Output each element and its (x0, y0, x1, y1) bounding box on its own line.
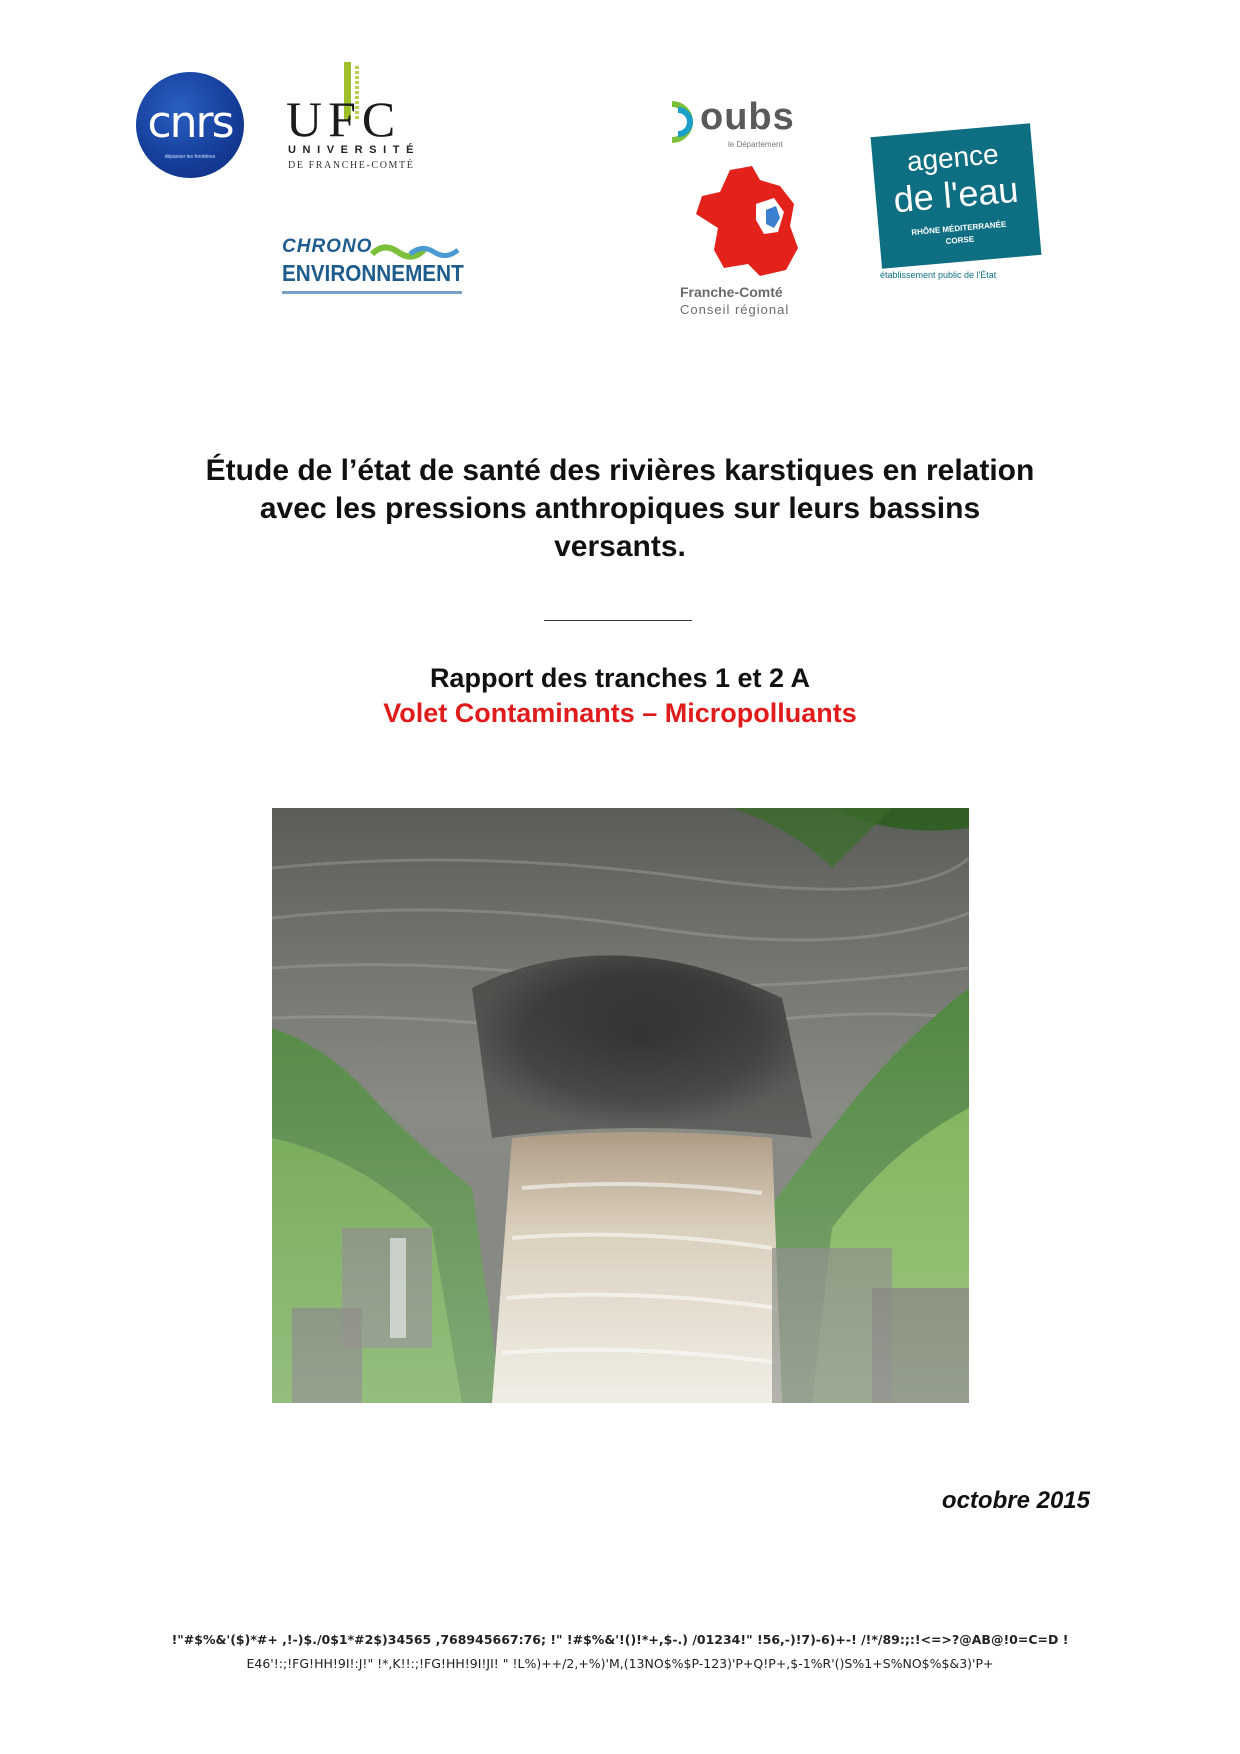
ufc-logo-letters: UFC (286, 91, 402, 147)
agence-eau-logo (868, 120, 1064, 288)
ufc-logo-region: DE FRANCHE-COMTÉ (288, 160, 415, 171)
title-line: avec les pressions anthropiques sur leurs bassins (259, 492, 981, 525)
franche-comte-subtitle: Conseil régional (680, 302, 790, 317)
chrono-environnement-logo (282, 236, 462, 300)
report-subtitle-red: Volet Contaminants – Micropolluants (383, 698, 857, 728)
doubs-logo-subtitle: le Département (728, 140, 783, 149)
agence-eau-line4: CORSE (945, 234, 975, 247)
ufc-logo (284, 60, 434, 176)
wave-icon (370, 240, 460, 260)
france-map-icon (690, 164, 800, 280)
doubs-logo (668, 96, 808, 152)
agence-eau-line1: agence (905, 138, 1000, 178)
waterfall-cave-image (272, 808, 969, 1403)
agence-eau-line3: RHÔNE MÉDITERRANÉE (911, 219, 1007, 238)
doubs-logo-text: oubs (700, 96, 795, 138)
cnrs-logo-text: cnrs (147, 96, 233, 148)
footer-encoded-line-2: E46'!:;!FG!HH!9I!:J!" !*,K!!:;!FG!HH!9I!JI! " !L%)++/2,+%)'M,(13NO$%$P-123)'P+Q!P+,$-1%R'()S%1+S%NO$%$&3)'P+ (246, 1656, 994, 1671)
document-title (120, 452, 1120, 566)
cnrs-logo-tagline: dépasser les frontières (164, 154, 216, 160)
cnrs-logo (136, 72, 244, 178)
agence-eau-line2: de l'eau (891, 168, 1020, 221)
document-date: octobre 2015 (941, 1487, 1090, 1514)
franche-comte-logo (676, 164, 816, 320)
chrono-logo-bottom: ENVIRONNEMENT (282, 260, 464, 286)
divider (544, 620, 692, 621)
franche-comte-name: Franche-Comté (680, 284, 783, 300)
agence-eau-footer: établissement public de l'État (880, 270, 997, 280)
title-line: versants. (554, 530, 686, 563)
ufc-logo-university: UNIVERSITÉ (288, 144, 421, 156)
doubs-mark-icon (668, 100, 702, 144)
chrono-logo-underline (282, 291, 462, 294)
title-line: Étude de l’état de santé des rivières karstiques en relation (205, 454, 1035, 487)
report-subtitle: Rapport des tranches 1 et 2 A (429, 663, 811, 693)
cover-photo-karst-spring (272, 808, 969, 1403)
footer-encoded-line-1: !"#$%&'($)*#+ ,!-)$./0$1*#2$)34565 ,768945667:76; !" !#$%&'!()!*+,$-.) /01234!" !56,-)!7)-6)+-! /!*/89:;:!<=>?@AB@!0=C=D ! (171, 1632, 1069, 1647)
agence-eau-box (871, 123, 1042, 268)
chrono-logo-top: CHRONO (282, 236, 373, 257)
